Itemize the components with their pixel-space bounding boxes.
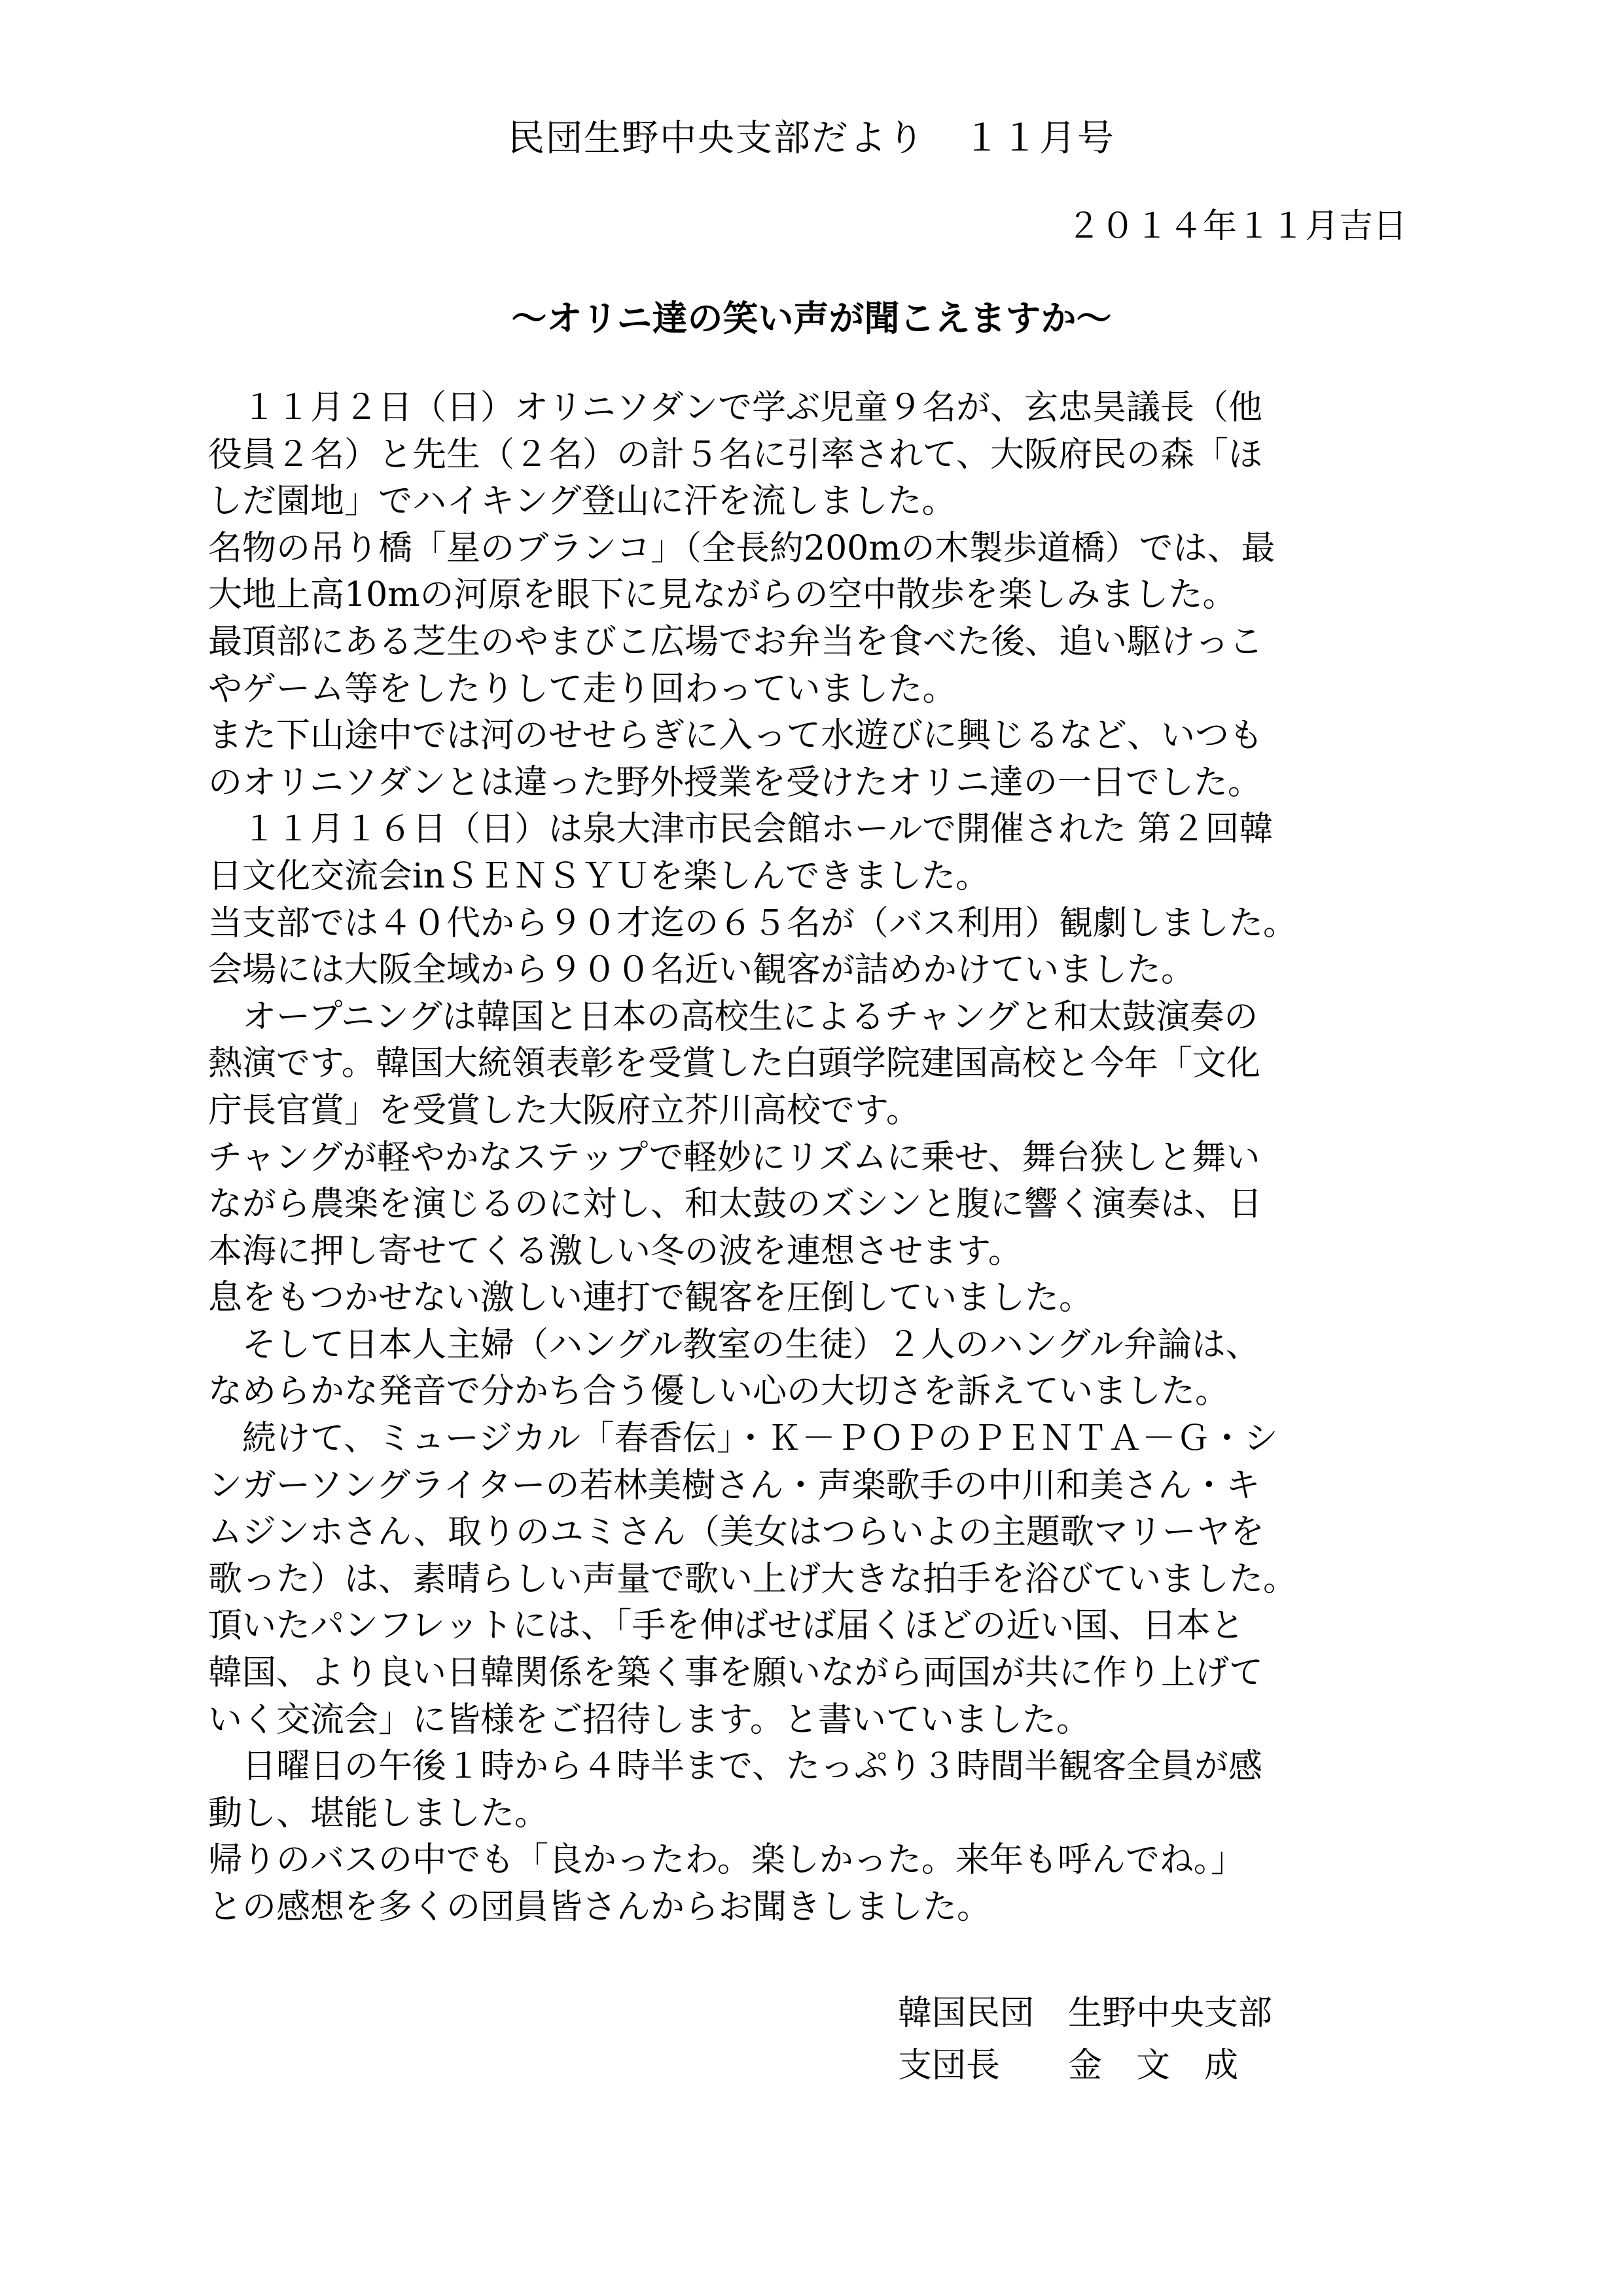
body-line: 最頂部にある芝生のやまびこ広場でお弁当を食べた後、追い駆けっこ <box>208 622 1264 662</box>
article-subtitle: ～オリニ達の笑い声が聞こえますか～ <box>511 297 1112 339</box>
body-line: との感想を多くの団員皆さんからお聞きしました。 <box>208 1888 991 1927</box>
body-line: ながら農楽を演じるのに対し、和太鼓のズシンと腹に響く演奏は、日 <box>208 1185 1262 1225</box>
body-line: また下山途中では河のせせらぎに入って水遊びに興じるなど、いつも <box>208 716 1264 756</box>
body-line: 庁長官賞」を受賞した大阪府立芥川高校です。 <box>208 1090 920 1130</box>
body-line: 帰りのバスの中でも「良かったわ。楽しかった。来年も呼んでね。」 <box>208 1840 1245 1880</box>
body-line: 本海に押し寄せてくる激しい冬の波を連想させます。 <box>208 1231 1022 1271</box>
body-line: １１月２日（日）オリニソダンで学ぶ児童９名が、玄忠昊議長（他 <box>208 388 1262 427</box>
body-line: いく交流会」に皆様をご招待します。と書いていました。 <box>208 1700 1090 1740</box>
body-line: 動し、堪能しました。 <box>208 1793 549 1833</box>
signature-block <box>898 1987 1272 2092</box>
body-line: 大地上高10mの河原を眼下に見ながらの空中散歩を楽しみました。 <box>208 575 1237 615</box>
body-line: オープニングは韓国と日本の高校生によるチャングと和太鼓演奏の <box>208 997 1258 1037</box>
body-line: 歌った）は、素晴らしい声量で歌い上げ大きな拍手を浴びていました。 <box>208 1559 1298 1599</box>
body-line: 名物の吊り橋「星のブランコ」（全長約200mの木製歩道橋）では、最 <box>208 528 1275 568</box>
body-line: ンガーソングライターの若林美樹さん・声楽歌手の中川和美さん・キ <box>208 1465 1260 1505</box>
body-line: のオリニソダンとは違った野外授業を受けたオリニ達の一日でした。 <box>208 762 1262 802</box>
body-line: 日文化交流会inＳＥＮＳＹＵを楽しんできました。 <box>208 856 990 896</box>
body-line: 役員２名）と先生（２名）の計５名に引率されて、大阪府民の森「ほ <box>208 435 1262 475</box>
body-line: ムジンホさん、取りのユミさん（美女はつらいよの主題歌マリーヤを <box>208 1513 1264 1552</box>
body-line: 続けて、ミュージカル「春香伝」・Ｋ－ＰＯＰのＰＥＮＴＡ－Ｇ・シ <box>208 1419 1278 1459</box>
body-line: 息をもつかせない激しい連打で観客を圧倒していました。 <box>208 1278 1094 1318</box>
article-body <box>208 385 1438 1931</box>
body-line: １１月１６日（日）は泉大津市民会館ホールで開催された 第２回韓 <box>208 810 1274 850</box>
newsletter-title: 民団生野中央支部だより １１月号 <box>508 117 1115 160</box>
body-line: 熱演です。韓国大統領表彰を受賞した白頭学院建国高校と今年「文化 <box>208 1044 1260 1084</box>
signature-organization: 韓国民団 生野中央支部 <box>898 1994 1273 2033</box>
body-line: 会場には大阪全域から９００名近い観客が詰めかけていました。 <box>208 950 1196 990</box>
body-line: そして日本人主婦（ハングル教室の生徒）２人のハングル弁論は、 <box>208 1325 1260 1365</box>
body-line: なめらかな発音で分かち合う優しい心の大切さを訴えていました。 <box>208 1372 1230 1412</box>
body-line: 日曜日の午後１時から４時半まで、たっぷり３時間半観客全員が感 <box>208 1747 1262 1787</box>
body-line: やゲーム等をしたりして走り回わっていました。 <box>208 669 957 709</box>
body-line: 頂いたパンフレットには、「手を伸ばせば届くほどの近い国、日本と <box>208 1606 1245 1646</box>
issue-date: ２０１４年１１月吉日 <box>1066 207 1407 246</box>
body-line: しだ園地」でハイキング登山に汗を流しました。 <box>208 482 956 522</box>
signature-name: 支団長 金 文 成 <box>898 2046 1239 2085</box>
body-line: 韓国、より良い日韓関係を築く事を願いながら両国が共に作り上げて <box>208 1653 1264 1693</box>
body-line: チャングが軽やかなステップで軽妙にリズムに乗せ、舞台狭しと舞い <box>208 1138 1260 1177</box>
body-line: 当支部では４０代から９０才迄の６５名が（バス利用）観劇しました。 <box>208 903 1298 943</box>
